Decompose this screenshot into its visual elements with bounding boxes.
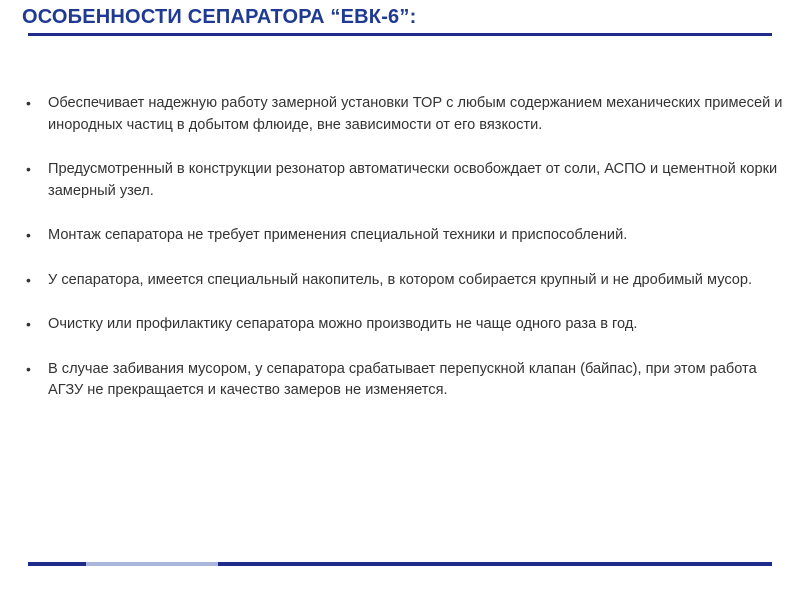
bullet-marker: • [26,227,31,243]
bullet-marker: • [26,95,31,111]
bullet-text: У сепаратора, имеется специальный накопитель, в котором собирается крупный и не дробимый мусор. [48,271,753,288]
footer-divider-segment [28,562,86,566]
bullet-marker: • [26,161,31,177]
footer-divider [28,562,772,566]
bullet-item [26,270,786,292]
bullet-item [26,314,786,336]
slide-title: ОСОБЕННОСТИ СЕПАРАТОРА “ЕВК-6”: [22,6,417,28]
bullet-list [26,93,786,425]
bullet-marker: • [26,316,31,332]
bullet-marker: • [26,360,31,377]
bullet-text: Предусмотренный в конструкции резонатор автоматически освобождает от соли, АСПО и цементной корки замерный узел. [48,161,778,199]
bullet-marker: • [26,271,31,288]
bullet-text: Обеспечивает надежную работу замерной установки ТОР с любым содержанием механических примесей и инородных частиц в добытом флюиде, вне зависимости от его вязкости. [48,95,783,133]
title-underline [28,33,772,36]
bullet-text: Очистку или профилактику сепаратора можно производить не чаще одного раза в год. [48,316,638,332]
footer-divider-segment [86,562,218,566]
footer-divider-segment [218,562,772,566]
bullet-text: Монтаж сепаратора не требует применения специальной техники и приспособлений. [48,227,628,243]
bullet-item [26,359,786,402]
bullet-item [26,93,786,136]
bullet-item [26,159,786,202]
bullet-item [26,225,786,247]
bullet-text: В случае забивания мусором, у сепаратора срабатывает перепускной клапан (байпас), при этом работа АГЗУ не прекращается и качество замеров не изменяется. [48,360,757,398]
